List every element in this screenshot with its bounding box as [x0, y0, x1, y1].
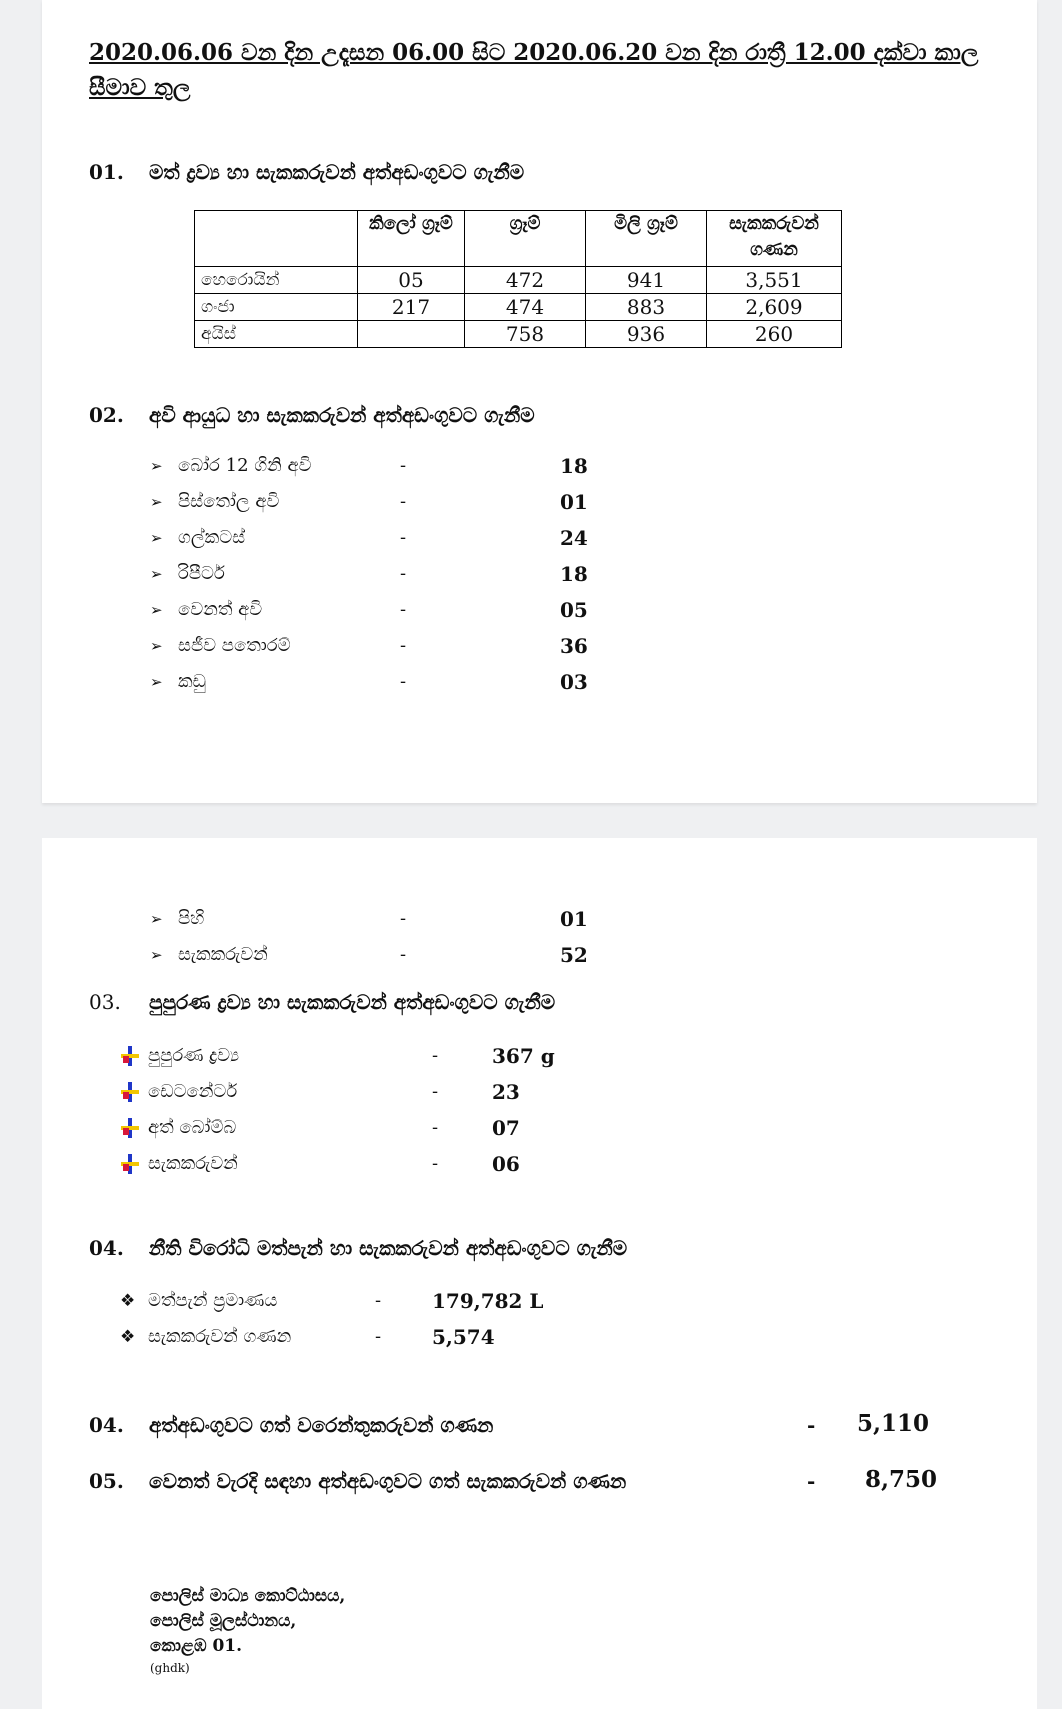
total-number: 05. [89, 1469, 124, 1493]
document-page-2 [42, 838, 1037, 1709]
item-label: පිස්තෝල අවි [178, 491, 280, 512]
item-dash: - [400, 455, 407, 476]
item-label: වෙනත් අවි [178, 599, 263, 620]
item-value: 24 [560, 526, 588, 550]
section-number: 03. [89, 990, 121, 1014]
total-label: අත්අඩංගුවට ගත් වරෙන්තුකරුවන් ගණන [149, 1413, 494, 1437]
section-2-title [89, 403, 535, 427]
section-number: 01. [89, 160, 124, 184]
item-value: 179,782 L [432, 1289, 544, 1313]
table-cell: ගංජා [195, 294, 358, 321]
item-dash: - [432, 1081, 439, 1102]
total-value: 8,750 [865, 1466, 938, 1493]
section-label: මත් ද්‍රව්‍ය හා සැකකරුවන් අත්අඩංගුවට ගැනීම [149, 160, 525, 184]
document-heading: 2020.06.06 වන දින උදෑසන 06.00 සිට 2020.06.20 වන දින රාත්‍රී 12.00 දක්වා කාල සීමාව තුල [89, 39, 979, 101]
section-label: නීති විරෝධි මත්පැන් හා සැකකරුවන් අත්අඩංගුවට ගැනීම [149, 1236, 628, 1260]
section-4-title [89, 1236, 627, 1260]
table-row [195, 267, 842, 294]
item-label: පිහි [178, 908, 205, 929]
total-value: 5,110 [857, 1410, 930, 1437]
cross-bullet-icon [120, 1045, 140, 1067]
item-value: 07 [492, 1116, 520, 1140]
item-dash: - [400, 908, 407, 929]
item-value: 5,574 [432, 1325, 495, 1349]
total-dash: - [807, 1469, 816, 1493]
table-cell [358, 321, 465, 348]
item-dash: - [400, 944, 407, 965]
item-value: 18 [560, 454, 588, 478]
arrow-bullet-icon: ➢ [150, 457, 163, 475]
cross-bullet-icon [120, 1117, 140, 1139]
item-value: 05 [560, 598, 588, 622]
table-row [195, 321, 842, 348]
arrow-bullet-icon: ➢ [150, 565, 163, 583]
item-dash: - [432, 1153, 439, 1174]
section-number: 02. [89, 403, 124, 427]
document-page-1 [42, 0, 1037, 803]
item-label: ගල්කටස් [178, 527, 246, 548]
item-label: කඩු [178, 671, 206, 692]
diamond-bullet-icon: ❖ [120, 1291, 136, 1311]
table-row [195, 294, 842, 321]
item-label: සැකකරුවන් ගණන [148, 1326, 292, 1347]
signature-code: (ghdk) [150, 1661, 190, 1675]
table-header-cell: ග්‍රෑම් [465, 211, 586, 267]
table-header-cell: සැකකරුවන් ගණන [707, 211, 842, 267]
signature-line: පොලිස් මාධ්‍ය කොට්ඨාසය, [150, 1586, 346, 1606]
section-3-title [89, 990, 555, 1014]
item-label: සැකකරුවන් [178, 944, 268, 965]
table-cell: අයිස් [195, 321, 358, 348]
item-dash: - [400, 563, 407, 584]
table-header-cell [195, 211, 358, 267]
item-label: පුපුරණ ද්‍රව්‍ය [148, 1045, 240, 1066]
section-label: අවි ආයුධ හා සැකකරුවන් අත්අඩංගුවට ගැනීම [149, 403, 535, 427]
section-number: 04. [89, 1236, 124, 1260]
item-value: 01 [560, 907, 588, 931]
item-value: 367 g [492, 1044, 555, 1068]
table-cell: 474 [465, 294, 586, 321]
table-cell: 936 [586, 321, 707, 348]
table-cell: 260 [707, 321, 842, 348]
table-cell: 941 [586, 267, 707, 294]
item-label: බෝර 12 ගිනි අවි [178, 455, 312, 476]
cross-bullet-icon [120, 1081, 140, 1103]
item-dash: - [400, 671, 407, 692]
item-value: 06 [492, 1152, 520, 1176]
item-dash: - [400, 635, 407, 656]
table-header-cell: මිලි ග්‍රෑම් [586, 211, 707, 267]
table-cell: 3,551 [707, 267, 842, 294]
item-label: රිපීටර් [178, 563, 225, 584]
arrow-bullet-icon: ➢ [150, 601, 163, 619]
arrow-bullet-icon: ➢ [150, 637, 163, 655]
table-cell: 472 [465, 267, 586, 294]
item-label: ඩෙටනේටර් [148, 1081, 238, 1102]
signature-line: පොලිස් මූලස්ථානය, [150, 1611, 297, 1631]
arrow-bullet-icon: ➢ [150, 910, 163, 928]
signature-block [150, 1584, 345, 1677]
drug-seizure-table [194, 210, 842, 348]
item-value: 18 [560, 562, 588, 586]
item-label: සජීව පතොරම් [178, 635, 291, 656]
item-dash: - [432, 1117, 439, 1138]
section-1-title [89, 160, 524, 184]
arrow-bullet-icon: ➢ [150, 493, 163, 511]
arrow-bullet-icon: ➢ [150, 529, 163, 547]
item-value: 03 [560, 670, 588, 694]
item-value: 23 [492, 1080, 520, 1104]
item-dash: - [375, 1290, 382, 1311]
item-value: 01 [560, 490, 588, 514]
item-value: 52 [560, 943, 588, 967]
item-dash: - [400, 527, 407, 548]
cross-bullet-icon [120, 1153, 140, 1175]
item-label: අත් බෝම්බ [148, 1117, 237, 1138]
total-number: 04. [89, 1413, 124, 1437]
table-header-cell: කිලෝ ග්‍රෑම් [358, 211, 465, 267]
diamond-bullet-icon: ❖ [120, 1327, 136, 1347]
table-cell: 883 [586, 294, 707, 321]
item-dash: - [432, 1045, 439, 1066]
item-label: මත්පැන් ප්‍රමාණය [148, 1290, 278, 1311]
table-header-row [195, 211, 842, 267]
section-label: පුපුරණ ද්‍රව්‍ය හා සැකකරුවන් අත්අඩංගුවට ගැනීම [149, 990, 556, 1014]
total-dash: - [807, 1413, 816, 1437]
table-cell: 2,609 [707, 294, 842, 321]
arrow-bullet-icon: ➢ [150, 946, 163, 964]
arrow-bullet-icon: ➢ [150, 673, 163, 691]
item-label: සැකකරුවන් [148, 1153, 238, 1174]
item-dash: - [375, 1326, 382, 1347]
item-dash: - [400, 491, 407, 512]
item-value: 36 [560, 634, 588, 658]
signature-line: කොළඹ 01. [150, 1636, 243, 1656]
table-cell: 217 [358, 294, 465, 321]
table-cell: 05 [358, 267, 465, 294]
item-dash: - [400, 599, 407, 620]
table-cell: හෙරොයින් [195, 267, 358, 294]
table-cell: 758 [465, 321, 586, 348]
total-label: වෙනත් වැරදි සඳහා අත්අඩංගුවට ගත් සැකකරුවන් ගණන [149, 1469, 627, 1493]
